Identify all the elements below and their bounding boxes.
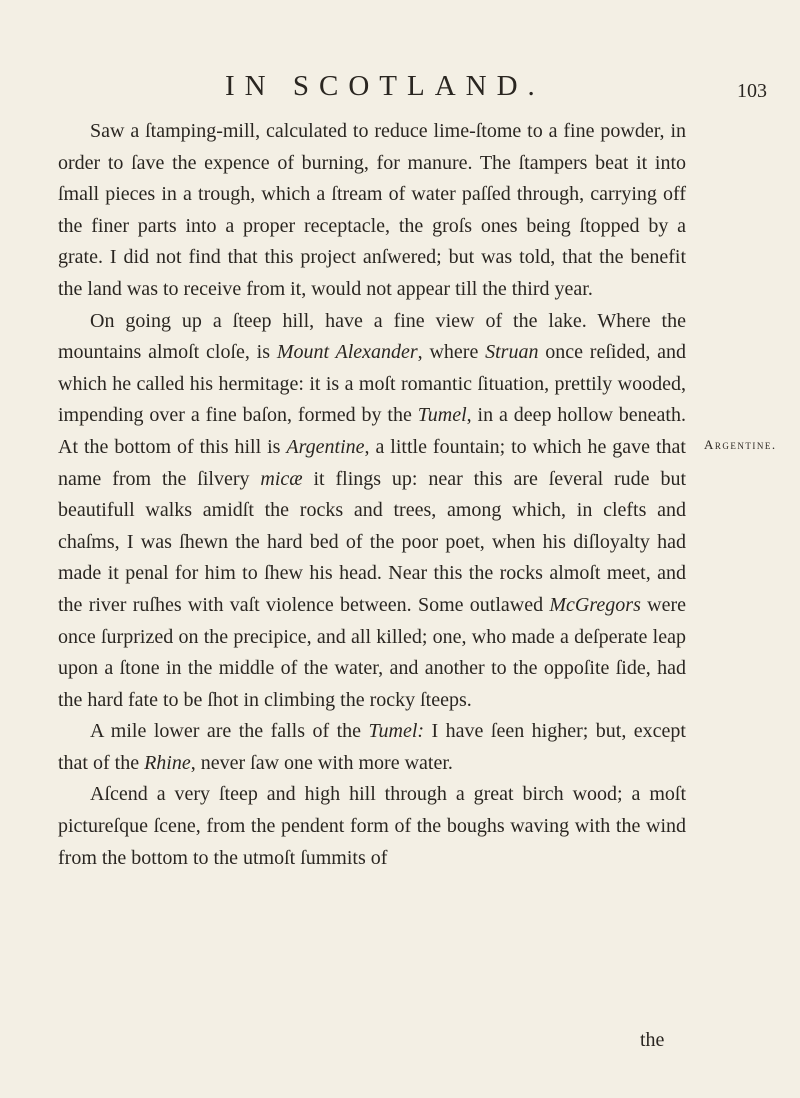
italic-run: Mount Alexander [276,341,418,364]
italic-run: McGregors [549,593,641,616]
paragraph [58,306,686,717]
side-note: Argentine. [704,437,777,452]
page-number: 103 [737,80,767,102]
text-run: A mile lower are the falls of the [90,720,369,743]
text-run: , where [417,341,486,364]
italic-run: micæ [260,467,303,490]
text-run: once reſided, and which he called his hermitage: it is a moſt romantic ſituation, prettily wooded, impending over a fine baſon, formed by the [58,341,687,427]
text-run: I have ſeen higher; but, except that of the [58,720,686,774]
paragraph [58,716,686,779]
body-text [58,116,686,874]
running-head [0,70,800,104]
text-run: , never ſaw one with more water. [190,751,453,774]
text-run: Saw a ſtamping-mill, calculated to reduce lime-ſtome to a fine powder, in order to ſave the expence of burning, for manure. The ſtampers beat it into ſmall pieces in a trough, which a ſtream of water paſſed through, carrying off the finer parts into a proper receptacle, the groſs ones being ſtopped by a grate. I did not find that this project anſwered; but was told, that the benefit the land was to receive from it, would not appear till the third year. [58,120,686,300]
running-title: IN SCOTLAND. [225,70,545,102]
text-run: , a little fountain; to which he gave that name from the ſilvery [58,435,686,490]
paragraph [58,116,686,306]
text-run: On going up a ſteep hill, have a fine view of the lake. Where the mountains almoſt cloſe, is [58,309,686,364]
italic-run: Tumel [417,404,467,427]
text-run: , in a deep hollow beneath. At the bottom of this hill is [58,404,686,458]
text-run: Aſcend a very ſteep and high hill through a great birch wood; a moſt pictureſque ſcene, from the pendent form of the boughs waving with the wind from the bottom to the utmoſt ſummits of [58,783,686,869]
text-run: were once ſurprized on the precipice, and all killed; one, who made a deſperate leap upon a ſtone in the middle of the water, and another to the oppoſite ſide, had the hard fate to be ſhot in climbing the rocky ſteeps. [58,593,686,711]
italic-run: Tumel: [368,720,425,743]
italic-run: Rhine [144,751,191,774]
text-run: it flings up: near this are ſeveral rude but beautifull walks amidſt the rocks and trees, among which, in clefts and chaſms, I was ſhewn the hard bed of the poor poet, when his diſloyalty had made it penal for him to ſhew his head. Near this the rocks almoſt meet, and the river ruſhes with vaſt violence between. Some outlawed [58,467,687,616]
paragraph [58,779,686,874]
italic-run: Struan [485,341,539,364]
catchword: the [640,1029,665,1051]
italic-run: Argentine [286,435,365,458]
